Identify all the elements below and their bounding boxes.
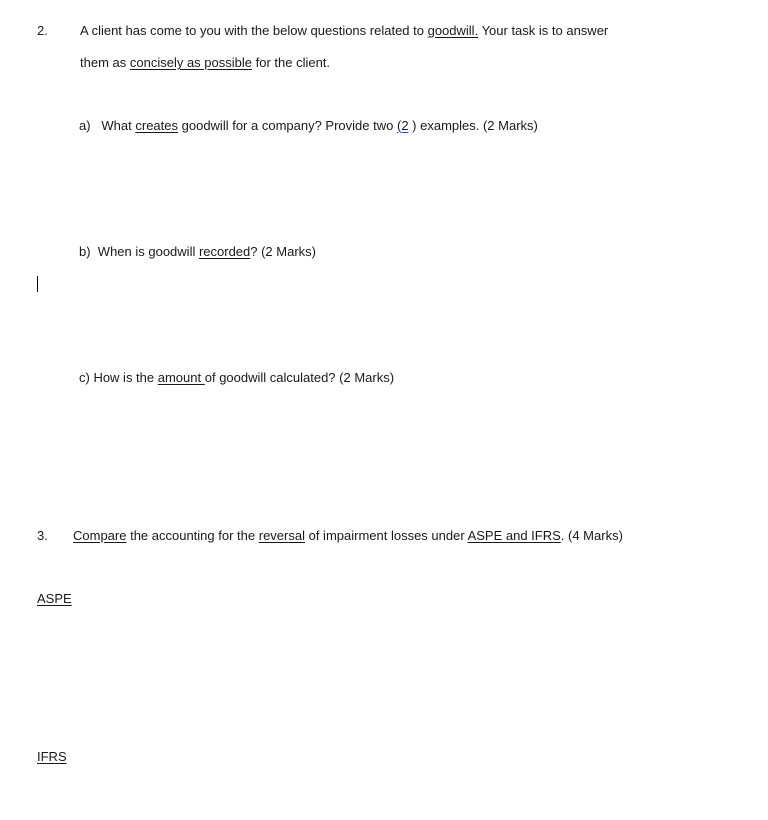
sub-question-c-pre: c) How is the xyxy=(79,370,158,385)
sub-question-b-label: b) xyxy=(79,244,91,259)
creates-link[interactable]: creates xyxy=(135,118,179,133)
question-2-line-2 xyxy=(80,55,330,71)
question-2-line-1-pre: A client has come to you with the below questions related to xyxy=(80,23,428,38)
paren-open: ( xyxy=(396,118,402,133)
question-3-mid-2: of impairment losses under xyxy=(304,528,468,543)
sub-question-b-post: ? (2 Marks) xyxy=(250,244,316,259)
ifrs-heading[interactable]: IFRS xyxy=(37,749,67,764)
question-2-line-2-pre: them as xyxy=(80,55,130,70)
question-2-line-1 xyxy=(80,23,608,39)
compare-link[interactable]: Compare xyxy=(73,528,127,543)
aspe-ifrs-link[interactable]: ASPE and IFRS xyxy=(467,528,561,543)
sub-question-a xyxy=(79,118,538,134)
question-3-mid-1: the accounting for the xyxy=(126,528,259,543)
goodwill-link[interactable]: goodwill. xyxy=(427,23,479,38)
question-2-line-2-post: for the client. xyxy=(251,55,331,70)
question-2-number: 2. xyxy=(37,23,48,38)
sub-question-b xyxy=(79,244,316,260)
sub-question-b-pre: When is goodwill xyxy=(97,244,199,259)
question-2-line-1-post: Your task is to answer xyxy=(478,23,609,38)
recorded-link[interactable]: recorded xyxy=(198,244,251,259)
concisely-link[interactable]: concisely as possible xyxy=(129,55,252,70)
question-3-text xyxy=(73,528,623,544)
sub-question-a-label: a) xyxy=(79,118,91,133)
reversal-link[interactable]: reversal xyxy=(258,528,305,543)
sub-question-a-pre: What xyxy=(101,118,136,133)
sub-question-a-post: examples. (2 Marks) xyxy=(416,118,538,133)
paren-close: ) xyxy=(408,118,417,133)
aspe-heading[interactable]: ASPE xyxy=(37,591,72,606)
sub-question-c-post: of goodwill calculated? (2 Marks) xyxy=(204,370,395,385)
question-3-number: 3. xyxy=(37,528,48,543)
amount-link[interactable]: amount xyxy=(157,370,205,385)
question-3-post: . (4 Marks) xyxy=(560,528,623,543)
sub-question-a-mid: goodwill for a company? Provide two xyxy=(178,118,397,133)
text-cursor xyxy=(37,276,38,292)
paren-number: 2 xyxy=(401,118,409,133)
sub-question-c xyxy=(79,370,394,386)
